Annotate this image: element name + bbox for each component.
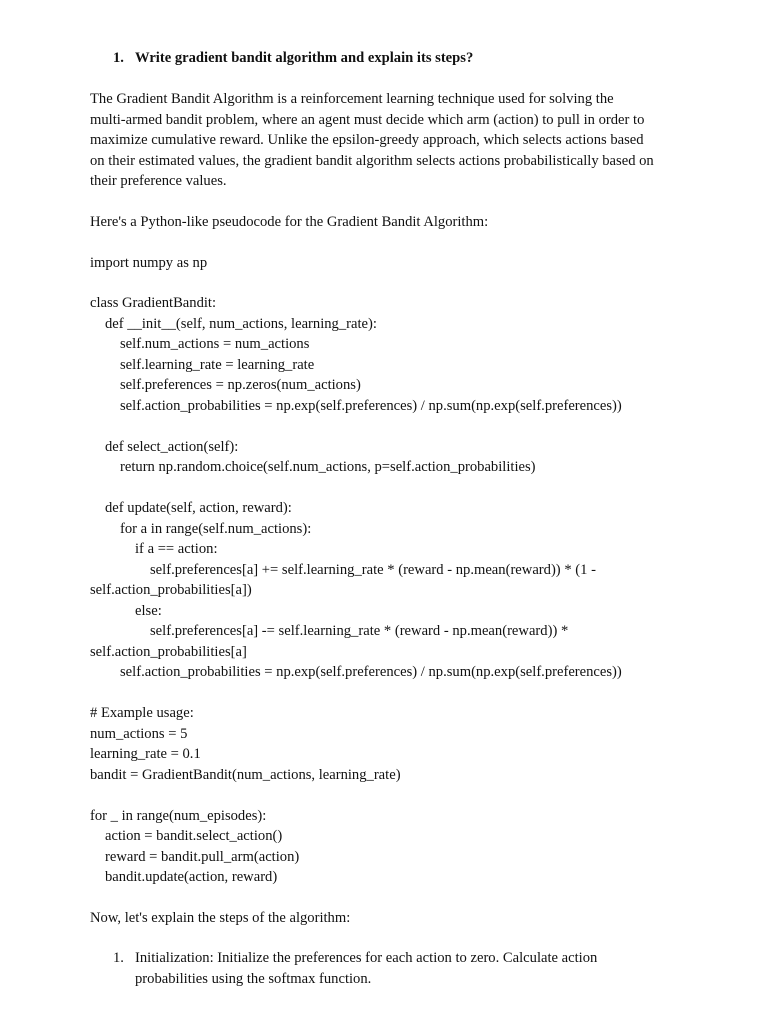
step-text-line: probabilities using the softmax function. [135, 971, 372, 987]
code-select-body: return np.random.choice(self.num_actions, p=self.action_probabilities) [120, 459, 536, 475]
code-else-body-line: self.preferences[a] -= self.learning_rate * (reward - np.mean(reward)) * [150, 623, 569, 639]
code-init-body-line: self.learning_rate = learning_rate [120, 357, 315, 373]
code-for-line: for a in range(self.num_actions): [120, 521, 312, 537]
intro-line: on their estimated values, the gradient bandit algorithm selects actions probabilistically based on [90, 153, 654, 169]
code-if-body-line: self.action_probabilities[a]) [90, 582, 252, 598]
code-update-last-line: self.action_probabilities = np.exp(self.preferences) / np.sum(np.exp(self.preferences)) [120, 664, 622, 680]
code-class-line: class GradientBandit: [90, 295, 217, 311]
step-number: 1. [113, 950, 124, 966]
code-update-def: def update(self, action, reward): [105, 500, 292, 516]
code-example-line: learning_rate = 0.1 [90, 746, 201, 762]
code-example-line: bandit = GradientBandit(num_actions, learning_rate) [90, 767, 401, 783]
code-init-body-line: self.preferences = np.zeros(num_actions) [120, 377, 361, 393]
code-else-body-line: self.action_probabilities[a] [90, 644, 247, 660]
code-loop-body-line: bandit.update(action, reward) [105, 869, 278, 885]
code-loop-body-line: action = bandit.select_action() [105, 828, 283, 844]
intro-line: The Gradient Bandit Algorithm is a reinforcement learning technique used for solving the [90, 91, 614, 107]
code-if-line: if a == action: [135, 541, 218, 557]
intro-line: their preference values. [90, 173, 227, 189]
code-select-def: def select_action(self): [105, 439, 239, 455]
code-else-line: else: [135, 603, 162, 619]
question-heading: Write gradient bandit algorithm and explain its steps? [135, 50, 474, 66]
pseudocode-intro: Here's a Python-like pseudocode for the Gradient Bandit Algorithm: [90, 214, 489, 230]
code-import-line: import numpy as np [90, 255, 208, 271]
question-number: 1. [113, 50, 124, 66]
step-text-line: Initialization: Initialize the preferences for each action to zero. Calculate action [135, 950, 598, 966]
code-loop-line: for _ in range(num_episodes): [90, 808, 267, 824]
code-example-comment: # Example usage: [90, 705, 194, 721]
steps-intro: Now, let's explain the steps of the algorithm: [90, 910, 351, 926]
intro-line: multi-armed bandit problem, where an agent must decide which arm (action) to pull in order to [90, 112, 645, 128]
code-if-body-line: self.preferences[a] += self.learning_rate * (reward - np.mean(reward)) * (1 - [150, 562, 596, 578]
code-init-def: def __init__(self, num_actions, learning_rate): [105, 316, 377, 332]
intro-line: maximize cumulative reward. Unlike the epsilon-greedy approach, which selects actions based [90, 132, 644, 148]
code-example-line: num_actions = 5 [90, 726, 188, 742]
code-init-body-line: self.action_probabilities = np.exp(self.preferences) / np.sum(np.exp(self.preferences)) [120, 398, 622, 414]
code-loop-body-line: reward = bandit.pull_arm(action) [105, 849, 300, 865]
code-init-body-line: self.num_actions = num_actions [120, 336, 310, 352]
